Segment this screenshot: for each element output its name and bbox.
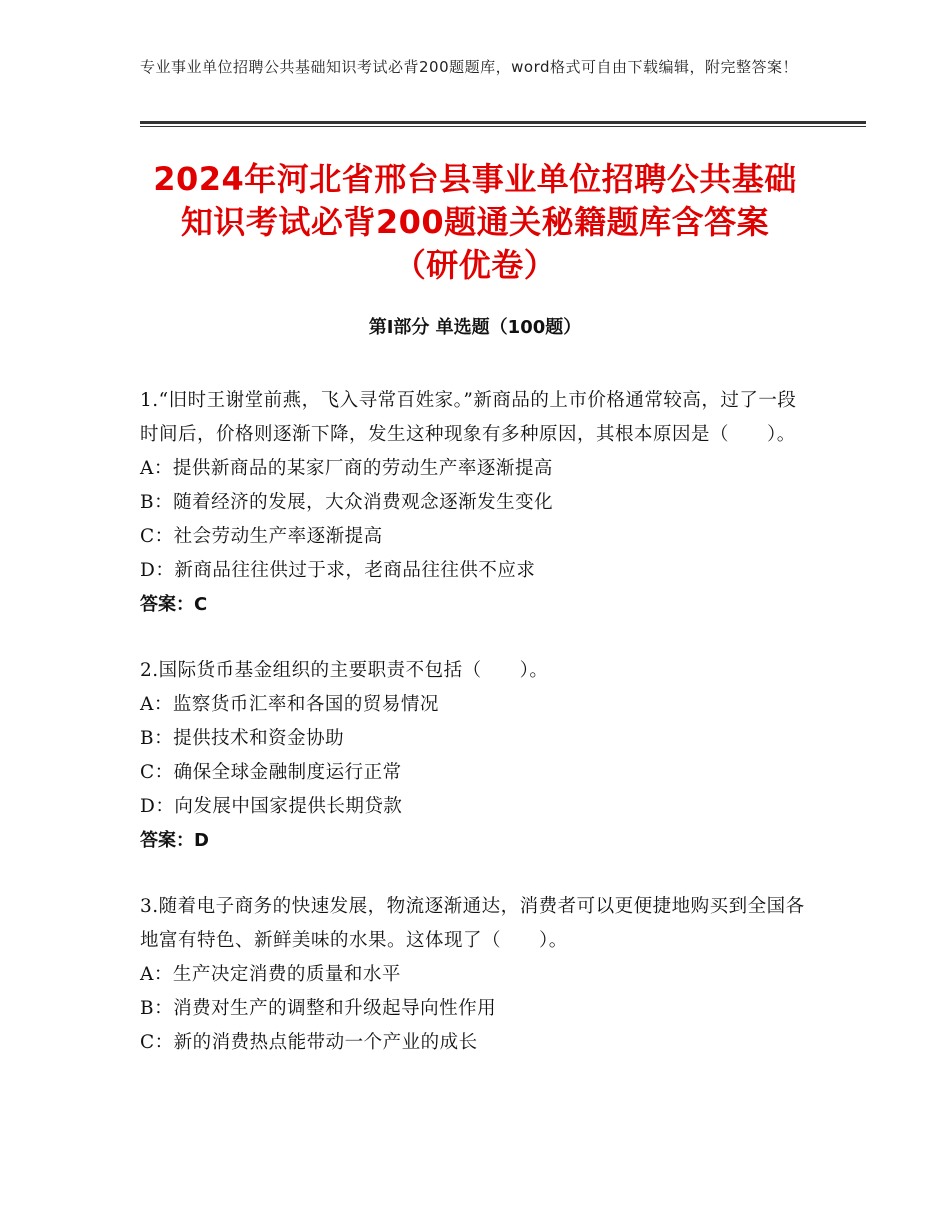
option-b: B：提供技术和资金协助 (140, 728, 345, 749)
header-rule-thin (140, 126, 866, 127)
title-line-3: （研优卷） (393, 246, 557, 284)
question-1 (140, 384, 810, 622)
option-d: D：向发展中国家提供长期贷款 (140, 796, 403, 817)
question-list (140, 384, 810, 1092)
title-line-2: 知识考试必背200题通关秘籍题库含答案 (180, 203, 770, 241)
document-title (130, 158, 820, 287)
option-c: C：新的消费热点能带动一个产业的成长 (140, 1032, 478, 1053)
answer: 答案：D (140, 830, 209, 851)
option-c: C：确保全球金融制度运行正常 (140, 762, 402, 783)
header-rule-thick (140, 121, 866, 124)
header-note: 专业事业单位招聘公共基础知识考试必背200题题库，word格式可自由下载编辑，附完整答案！ (140, 58, 799, 76)
option-b: B：消费对生产的调整和升级起导向性作用 (140, 998, 497, 1019)
question-2 (140, 654, 810, 858)
answer: 答案：C (140, 594, 208, 615)
question-3 (140, 890, 810, 1060)
option-d: D：新商品往往供过于求，老商品往往供不应求 (140, 560, 536, 581)
question-stem: 1.“旧时王谢堂前燕，飞入寻常百姓家。”新商品的上市价格通常较高，过了一段时间后，价格则逐渐下降，发生这种现象有多种原因，其根本原因是（ ）。 (140, 390, 797, 445)
option-c: C：社会劳动生产率逐渐提高 (140, 526, 383, 547)
title-line-1: 2024年河北省邢台县事业单位招聘公共基础 (153, 160, 797, 198)
question-stem: 3.随着电子商务的快速发展，物流逐渐通达，消费者可以更便捷地购买到全国各地富有特色、新鲜美味的水果。这体现了（ ）。 (140, 896, 805, 951)
option-a: A：监察货币汇率和各国的贸易情况 (140, 694, 439, 715)
option-b: B：随着经济的发展，大众消费观念逐渐发生变化 (140, 492, 554, 513)
section-title: 第Ⅰ部分 单选题（100题） (368, 317, 582, 338)
option-a: A：生产决定消费的质量和水平 (140, 964, 401, 985)
option-a: A：提供新商品的某家厂商的劳动生产率逐渐提高 (140, 458, 553, 479)
question-stem: 2.国际货币基金组织的主要职责不包括（ ）。 (140, 660, 549, 681)
